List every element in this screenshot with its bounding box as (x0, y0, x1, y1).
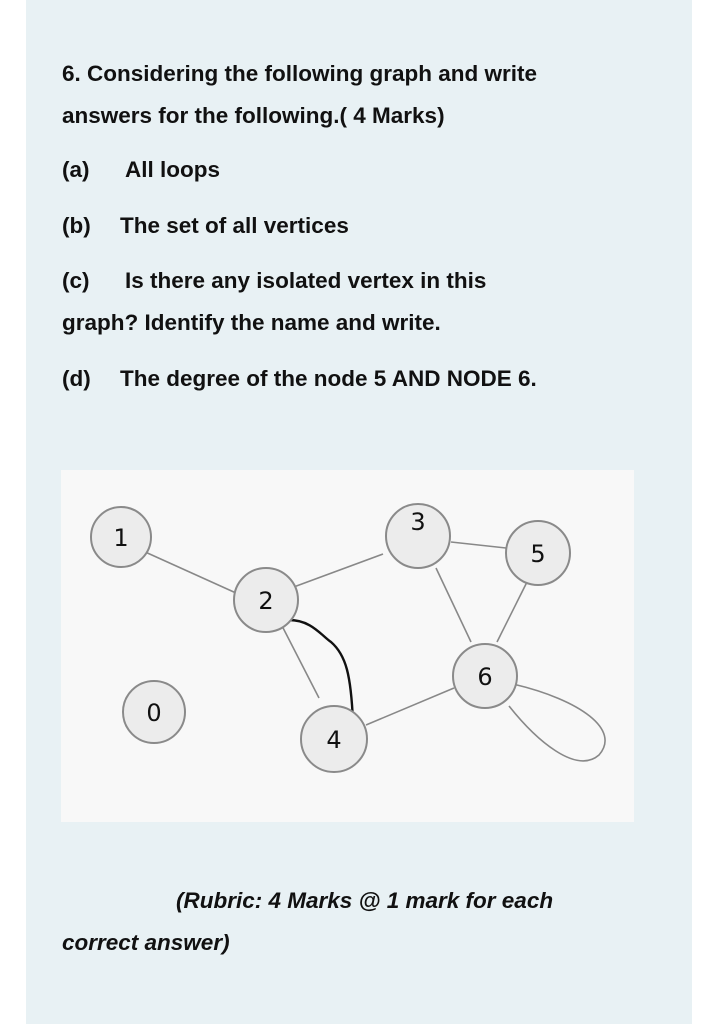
graph-diagram (61, 470, 634, 822)
node-0 (123, 681, 185, 743)
node-5-label: 5 (530, 540, 546, 568)
part-c-text: Is there any isolated vertex in this (125, 268, 487, 293)
node-6-label: 6 (477, 663, 493, 691)
edge-2-4 (279, 620, 319, 698)
part-c-label: (c) (62, 268, 90, 293)
edge-4-6 (366, 688, 454, 725)
node-6 (453, 644, 517, 708)
node-5 (506, 521, 570, 585)
question-title-line2: answers for the following.( 4 Marks) (62, 103, 445, 128)
part-d (62, 358, 662, 400)
part-a-text: All loops (125, 157, 220, 182)
part-a (62, 149, 662, 191)
node-1 (91, 507, 151, 567)
edge-1-2 (143, 551, 236, 593)
node-3-label: 3 (410, 508, 426, 536)
rubric-line1: (Rubric: 4 Marks @ 1 mark for each (176, 888, 554, 913)
node-1-label: 1 (113, 524, 129, 552)
loop-6-6 (509, 684, 605, 761)
node-2 (234, 568, 298, 632)
node-4 (301, 706, 367, 772)
part-b-text: The set of all vertices (120, 213, 349, 238)
question-title-line1: 6. Considering the following graph and write (62, 61, 538, 86)
part-b (62, 205, 662, 247)
edge-3-5 (451, 542, 506, 548)
edge-3-6 (436, 568, 471, 642)
part-d-text: The degree of the node 5 AND NODE 6. (120, 366, 537, 391)
node-2-label: 2 (258, 587, 274, 615)
node-3 (386, 504, 450, 568)
part-b-label: (b) (62, 213, 91, 238)
node-0-label: 0 (146, 699, 162, 727)
part-d-label: (d) (62, 366, 91, 391)
edge-2-3 (291, 554, 383, 588)
part-c (62, 260, 662, 302)
edge-5-6 (497, 580, 528, 642)
part-a-label: (a) (62, 157, 90, 182)
rubric-line2: correct answer) (62, 930, 230, 955)
part-c-line2: graph? Identify the name and write. (62, 310, 441, 335)
node-4-label: 4 (326, 726, 342, 754)
graph-figure (61, 470, 634, 822)
